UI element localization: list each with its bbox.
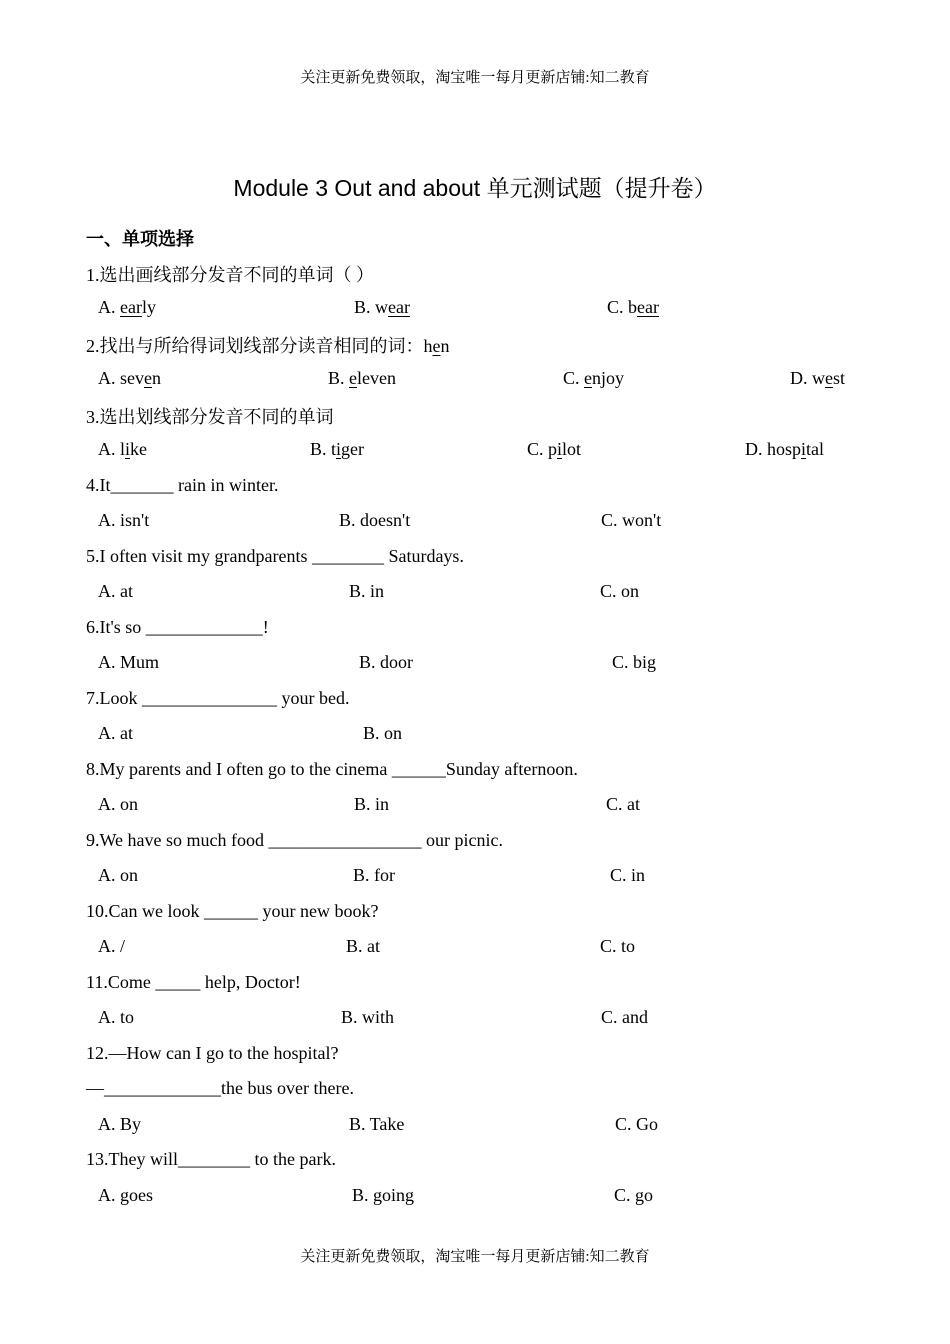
question-12-stem: 12.—How can I go to the hospital? xyxy=(86,1043,339,1063)
q9-option-c: C. in xyxy=(610,865,646,885)
question-5-stem: 5.I often visit my grandparents ________ Saturdays. xyxy=(86,546,464,566)
q4-option-c: C. won't xyxy=(601,510,662,530)
question-12-stem-reply: —_____________the bus over there. xyxy=(86,1078,354,1098)
q8-option-c: C. at xyxy=(606,794,640,814)
q12-option-a: A. By xyxy=(98,1114,142,1134)
question-9-stem: 9.We have so much food _________________ our picnic. xyxy=(86,830,503,850)
q11-option-a: A. to xyxy=(98,1007,134,1027)
q12-option-b: B. Take xyxy=(349,1114,405,1134)
question-4-stem: 4.It_______ rain in winter. xyxy=(86,475,279,495)
q9-option-b: B. for xyxy=(353,865,395,885)
q12-option-c: C. Go xyxy=(615,1114,659,1134)
q3-option-d: D. hospital xyxy=(745,439,825,459)
question-11-stem: 11.Come _____ help, Doctor! xyxy=(86,972,301,992)
question-2-stem: 2.找出与所给得词划线部分读音相同的词：hen xyxy=(86,336,450,356)
q10-option-c: C. to xyxy=(600,936,636,956)
q10-option-a: A. / xyxy=(98,936,125,956)
q5-option-a: A. at xyxy=(98,581,133,601)
q6-option-b: B. door xyxy=(359,652,413,672)
section-title: 一、单项选择 xyxy=(86,229,194,249)
q7-option-b: B. on xyxy=(363,723,403,743)
q2-option-a: A. seven xyxy=(98,368,161,388)
q13-option-c: C. go xyxy=(614,1185,654,1205)
q11-option-c: C. and xyxy=(601,1007,648,1027)
q3-option-b: B. tiger xyxy=(310,439,365,459)
q5-option-b: B. in xyxy=(349,581,385,601)
question-8-stem: 8.My parents and I often go to the cinema ______Sunday afternoon. xyxy=(86,759,578,779)
question-13-stem: 13.They will________ to the park. xyxy=(86,1149,336,1169)
q3-option-c: C. pilot xyxy=(527,439,582,459)
q13-option-a: A. goes xyxy=(98,1185,153,1205)
question-10-stem: 10.Can we look ______ your new book? xyxy=(86,901,379,921)
q9-option-a: A. on xyxy=(98,865,138,885)
q2-option-c: C. enjoy xyxy=(563,368,625,388)
page-footer: 关注更新免费领取，淘宝唯一每月更新店铺:知二教育 xyxy=(300,1249,650,1265)
q13-option-b: B. going xyxy=(352,1185,415,1205)
q2-option-d: D. west xyxy=(790,368,846,388)
page-header: 关注更新免费领取，淘宝唯一每月更新店铺:知二教育 xyxy=(300,70,650,86)
q2-option-b: B. eleven xyxy=(328,368,396,388)
document-title: Module 3 Out and about 单元测试题（提升卷） xyxy=(233,175,717,201)
q6-option-c: C. big xyxy=(612,652,657,672)
q1-option-c: C. bear xyxy=(607,297,659,317)
q10-option-b: B. at xyxy=(346,936,380,956)
q5-option-c: C. on xyxy=(600,581,640,601)
q8-option-b: B. in xyxy=(354,794,390,814)
question-1-stem: 1.选出画线部分发音不同的单词（ ） xyxy=(86,265,374,285)
q1-option-b: B. wear xyxy=(354,297,410,317)
q6-option-a: A. Mum xyxy=(98,652,160,672)
question-7-stem: 7.Look _______________ your bed. xyxy=(86,688,350,708)
q8-option-a: A. on xyxy=(98,794,138,814)
question-6-stem: 6.It's so _____________! xyxy=(86,617,269,637)
q11-option-b: B. with xyxy=(341,1007,395,1027)
q7-option-a: A. at xyxy=(98,723,133,743)
question-3-stem: 3.选出划线部分发音不同的单词 xyxy=(86,407,334,427)
q3-option-a: A. like xyxy=(98,439,148,459)
q4-option-a: A. isn't xyxy=(98,510,150,530)
q4-option-b: B. doesn't xyxy=(339,510,411,530)
q1-option-a: A. early xyxy=(98,297,156,317)
